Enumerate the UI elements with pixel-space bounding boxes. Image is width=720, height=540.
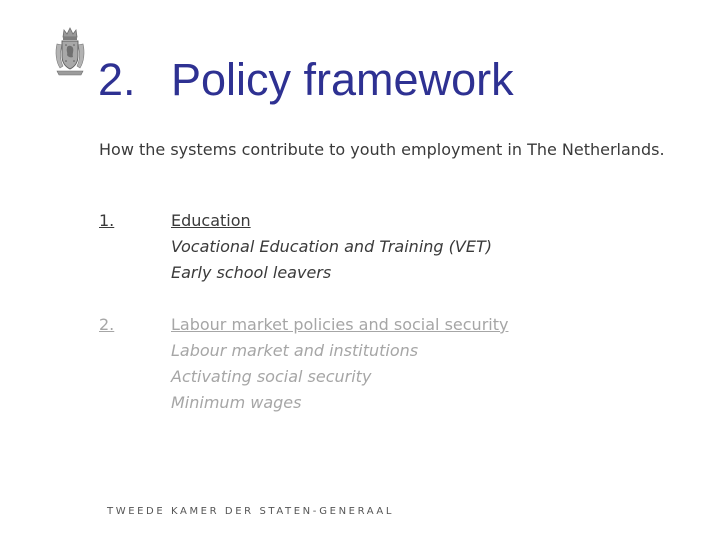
coat-of-arms-icon — [54, 26, 86, 78]
section-item: Labour market and institutions — [171, 341, 419, 360]
section-number: 1. — [99, 211, 115, 230]
section-item: Activating social security — [171, 367, 372, 386]
section-number: 2. — [99, 315, 115, 334]
slide-title-text: Policy framework — [171, 54, 514, 105]
section-item: Early school leavers — [171, 263, 332, 282]
section-item: Minimum wages — [171, 393, 302, 412]
section-content — [171, 312, 651, 416]
footer-organization-name: TWEEDE KAMER DER STATEN-GENERAAL — [107, 506, 395, 517]
section-content — [171, 208, 651, 286]
slide-title-number: 2. — [98, 54, 136, 105]
section-heading: Labour market policies and social security — [171, 315, 509, 334]
slide-title — [98, 52, 514, 108]
section-item: Vocational Education and Training (VET) — [171, 237, 492, 256]
slide-intro: How the systems contribute to youth employment in The Netherlands. — [99, 140, 665, 159]
section-heading: Education — [171, 211, 251, 230]
